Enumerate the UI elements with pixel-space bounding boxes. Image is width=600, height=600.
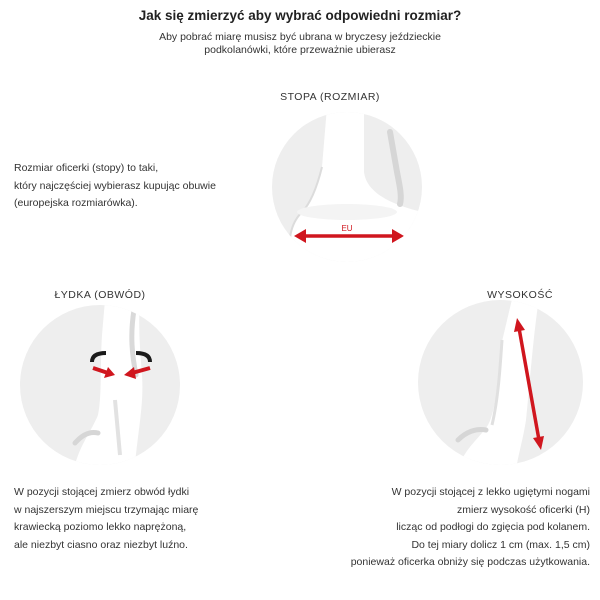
eu-label: EU (341, 224, 353, 233)
foot-section-label: STOPA (ROZMIAR) (280, 91, 380, 103)
foot-icon (272, 112, 422, 262)
height-illustration (418, 300, 583, 465)
height-desc-line-2: zmierz wysokość oficerki (H) (456, 503, 590, 516)
calf-icon (20, 305, 180, 465)
calf-desc-line-4: ale niezbyt ciasno oraz niezbyt luźno. (14, 538, 188, 551)
calf-desc-line-2: w najszerszym miejscu trzymając miarę (14, 503, 199, 516)
calf-desc-line-1: W pozycji stojącej zmierz obwód łydki (14, 486, 190, 498)
height-desc-line-1: W pozycji stojącej z lekko ugiętymi nogami (391, 486, 590, 498)
calf-description (14, 484, 254, 554)
page-title: Jak się zmierzyć aby wybrać odpowiedni rozmiar? (138, 8, 462, 23)
height-description (300, 484, 590, 572)
height-desc-line-3: licząc od podłogi do zgięcia pod kolanem. (396, 521, 590, 533)
leg-icon (418, 300, 583, 465)
height-desc-line-5: ponieważ oficerka obniży się podczas użytkowania. (350, 556, 590, 568)
height-section-label: WYSOKOŚĆ (487, 289, 553, 301)
foot-desc-line-2: który najczęściej wybierasz kupując obuwie (14, 179, 216, 192)
foot-description (14, 160, 274, 213)
calf-desc-line-3: krawiecką poziomo lekko naprężoną, (14, 521, 187, 533)
subtitle-line-2: podkolanówki, które przeważnie ubierasz (204, 44, 396, 56)
foot-desc-line-3: (europejska rozmiarówka). (14, 197, 138, 209)
foot-desc-line-1: Rozmiar oficerki (stopy) to taki, (14, 162, 159, 174)
foot-illustration (272, 112, 422, 262)
calf-section-label: ŁYDKA (OBWÓD) (54, 289, 146, 301)
calf-illustration (20, 305, 180, 465)
height-desc-line-4: Do tej miary dolicz 1 cm (max. 1,5 cm) (411, 538, 590, 551)
page-subtitle (120, 31, 480, 57)
subtitle-line-1: Aby pobrać miarę musisz być ubrana w bryczesy jeździeckie (159, 31, 441, 43)
